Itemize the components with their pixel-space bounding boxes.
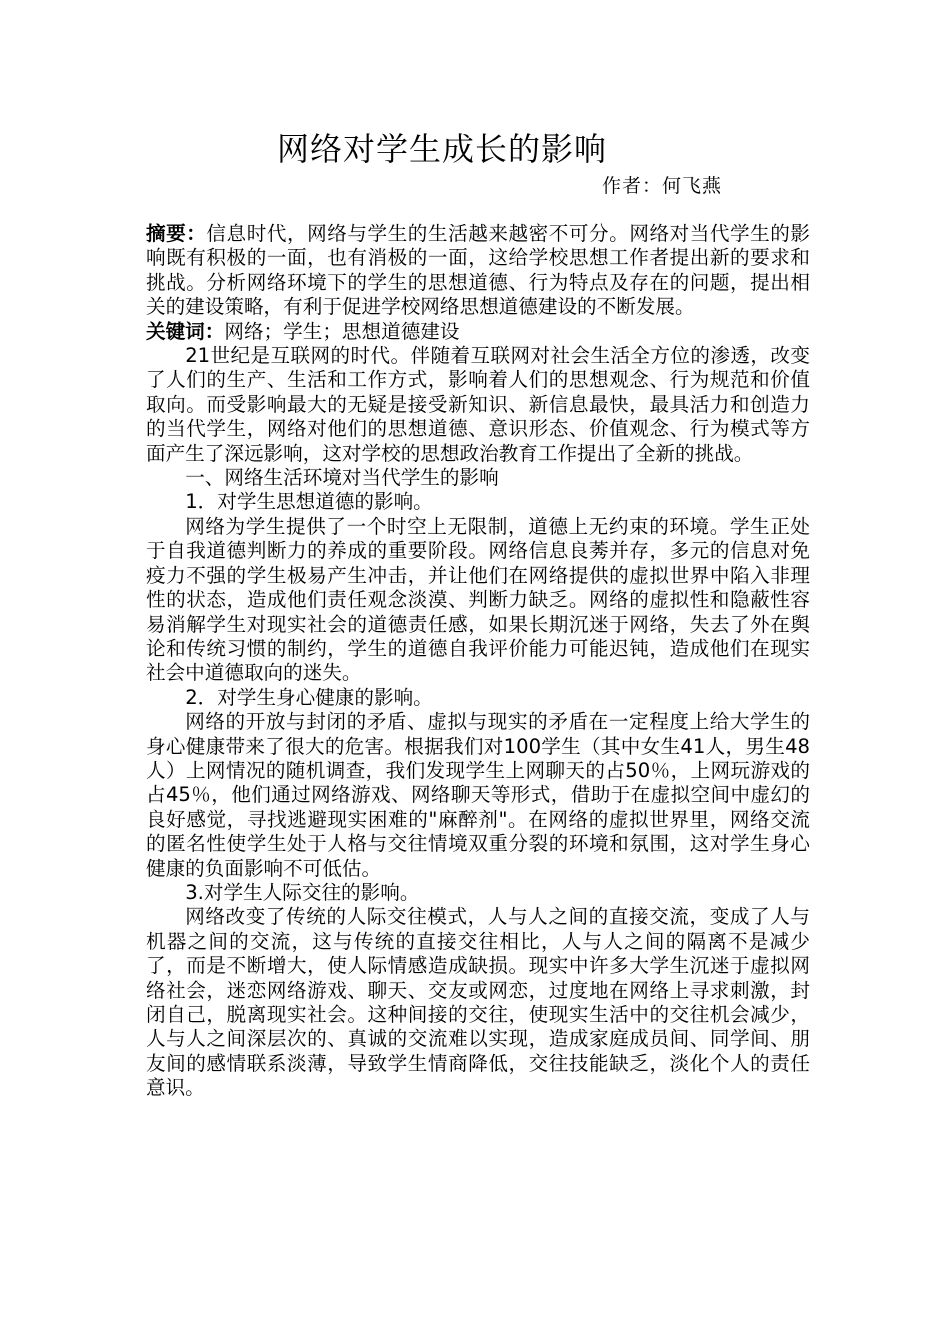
abstract-label: 摘要： xyxy=(146,222,207,245)
abstract-paragraph xyxy=(146,222,810,320)
keywords-text: 网络；学生；思想道德建设 xyxy=(224,319,460,343)
subsection-heading-1: 1．对学生思想道德的影响。 xyxy=(185,490,433,514)
abstract-text: 信息时代，网络与学生的生活越来越密不可分。网络对当代学生的影响既有积极的一面，也有消极的一面，这给学校思想工作者提出新的要求和挑战。分析网络环境下的学生的思想道德、行为特点及存在的问题，提出相关的建设策略，有利于促进学校网络思想道德建设的不断发展。 xyxy=(146,222,811,319)
keywords-label: 关键词： xyxy=(146,319,225,343)
intro-paragraph: 21世纪是互联网的时代。伴随着互联网对社会生活全方位的渗透，改变了人们的生产、生活和工作方式，影响着人们的思想观念、行为规范和价值取向。而受影响最大的无疑是接受新知识、新信息最快，最具活力和创造力的当代学生，网络对他们的思想道德、意识形态、价值观念、行为模式等方面产生了深远影响，这对学校的思想政治教育工作提出了全新的挑战。 xyxy=(146,344,810,465)
author-line: 作者：何飞燕 xyxy=(602,175,723,197)
subsection-heading-2: 2．对学生身心健康的影响。 xyxy=(185,685,433,709)
keywords-paragraph xyxy=(146,320,810,344)
document-body xyxy=(146,222,810,1101)
subsection-paragraph-3: 网络改变了传统的人际交往模式，人与人之间的直接交流，变成了人与机器之间的交流，这与传统的直接交往相比，人与人之间的隔离不是减少了，而是不断增大，使人际情感造成缺损。现实中许多大学生沉迷于虚拟网络社会，迷恋网络游戏、聊天、交友或网恋，过度地在网络上寻求刺激，封闭自己，脱离现实社会。这种间接的交往，使现实生活中的交往机会减少，人与人之间深层次的、真诚的交流难以实现，造成家庭成员间、同学间、朋友间的感情联系淡薄，导致学生情商降低，交往技能缺乏，淡化个人的责任意识。 xyxy=(146,905,810,1100)
subsection-paragraph-2: 网络的开放与封闭的矛盾、虚拟与现实的矛盾在一定程度上给大学生的身心健康带来了很大的危害。根据我们对100学生（其中女生41人，男生48人）上网情况的随机调查，我们发现学生上网聊天的占50％，上网玩游戏的占45％，他们通过网络游戏、网络聊天等形式，借助于在虚拟空间中虚幻的良好感觉，寻找逃避现实困难的"麻醉剂"。在网络的虚拟世界里，网络交流的匿名性使学生处于人格与交往情境双重分裂的环境和氛围，这对学生身心健康的负面影响不可低估。 xyxy=(146,710,810,880)
document-title: 网络对学生成长的影响 xyxy=(276,130,607,168)
subsection-heading-3: 3.对学生人际交往的影响。 xyxy=(185,880,420,904)
subsection-paragraph-1: 网络为学生提供了一个时空上无限制，道德上无约束的环境。学生正处于自我道德判断力的养成的重要阶段。网络信息良莠并存，多元的信息对免疫力不强的学生极易产生冲击，并让他们在网络提供的虚拟世界中陷入非理性的状态，造成他们责任观念淡漠、判断力缺乏。网络的虚拟性和隐蔽性容易消解学生对现实社会的道德责任感，如果长期沉迷于网络，失去了外在舆论和传统习惯的制约，学生的道德自我评价能力可能迟钝，造成他们在现实社会中道德取向的迷失。 xyxy=(146,514,810,685)
section-heading: 一、网络生活环境对当代学生的影响 xyxy=(185,466,499,490)
